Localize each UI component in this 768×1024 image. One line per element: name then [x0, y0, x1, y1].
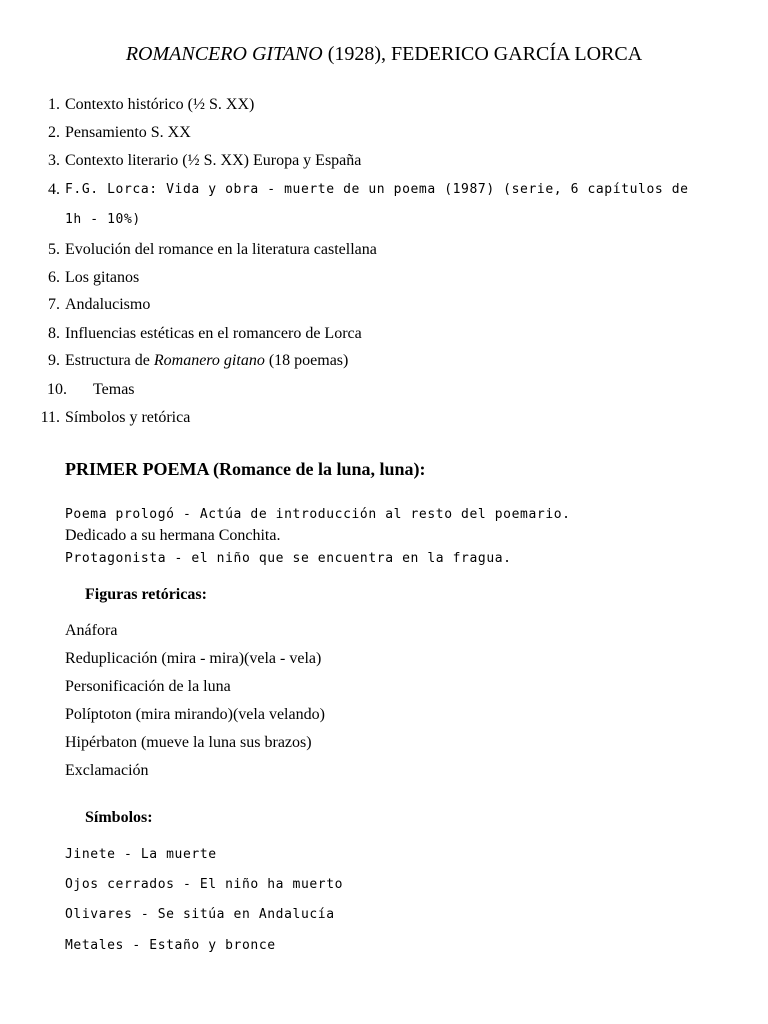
- symbols-heading: Símbolos:: [85, 809, 153, 826]
- toc-item-number: 10.: [47, 381, 67, 398]
- toc-item-number: 7.: [48, 296, 60, 313]
- toc-item-text: 1h - 10%): [65, 212, 141, 227]
- toc-item-number: 2.: [48, 124, 60, 141]
- toc-item: [0, 406, 768, 430]
- symbol-item: Metales - Estaño y bronce: [65, 938, 276, 953]
- toc-item: [0, 93, 768, 117]
- toc-item: [0, 238, 768, 262]
- book-title-italic: Romanero gitano: [153, 352, 265, 369]
- toc-item: [0, 266, 768, 290]
- figure-item: Personificación de la luna: [65, 678, 231, 695]
- toc-item-number: 4.: [48, 181, 60, 198]
- toc-item-text-part: Estructura de: [65, 352, 154, 369]
- toc-item: [0, 349, 768, 373]
- poem-note: Dedicado a su hermana Conchita.: [65, 527, 281, 544]
- symbol-item: Olivares - Se sitúa en Andalucía: [65, 907, 335, 922]
- toc-item-text: Influencias estéticas en el romancero de Lorca: [65, 325, 362, 342]
- toc-item-text: F.G. Lorca: Vida y obra - muerte de un poema (1987) (serie, 6 capítulos de: [65, 182, 689, 197]
- toc-item-text: Contexto literario (½ S. XX) Europa y España: [65, 152, 362, 169]
- figure-item: Reduplicación (mira - mira)(vela - vela): [65, 650, 322, 667]
- toc-item-text: Símbolos y retórica: [65, 409, 191, 426]
- toc-item: [0, 322, 768, 346]
- poem-heading: PRIMER POEMA (Romance de la luna, luna):: [65, 459, 426, 479]
- toc-item-number: 5.: [48, 241, 60, 258]
- toc-item: [0, 378, 768, 402]
- document-title-italic: ROMANCERO GITANO: [125, 43, 323, 65]
- toc-item-text: Andalucismo: [65, 296, 151, 313]
- toc-item-number: 9.: [48, 352, 60, 369]
- toc-item-text: Los gitanos: [65, 269, 140, 286]
- poem-note: Poema prologó - Actúa de introducción al resto del poemario.: [65, 507, 571, 522]
- toc-item-number: 11.: [40, 409, 60, 426]
- toc-item: [0, 121, 768, 145]
- figure-item: Políptoton (mira mirando)(vela velando): [65, 706, 325, 723]
- toc-item-number: 6.: [48, 269, 60, 286]
- toc-item-number: 8.: [48, 325, 60, 342]
- toc-item: [0, 149, 768, 173]
- toc-item: [0, 178, 768, 202]
- toc-item-text: Pensamiento S. XX: [65, 124, 191, 141]
- toc-item-text: Temas: [93, 381, 135, 398]
- figure-item: Hipérbaton (mueve la luna sus brazos): [65, 734, 312, 751]
- poem-note: Protagonista - el niño que se encuentra en la fragua.: [65, 551, 512, 566]
- toc-item-text: [65, 349, 348, 373]
- toc-item-text: Evolución del romance en la literatura castellana: [65, 241, 377, 258]
- toc-item-text: Contexto histórico (½ S. XX): [65, 96, 255, 113]
- document-title: [0, 41, 768, 67]
- toc-item-number: 1.: [48, 96, 60, 113]
- toc-item: [0, 293, 768, 317]
- toc-item-number: 3.: [48, 152, 60, 169]
- toc-item-text-part: (18 poemas): [264, 352, 349, 369]
- toc-item-continuation: [0, 208, 768, 232]
- symbol-item: Ojos cerrados - El niño ha muerto: [65, 877, 344, 892]
- figures-heading: Figuras retóricas:: [85, 586, 207, 603]
- document-title-rest: (1928), FEDERICO GARCÍA LORCA: [322, 43, 643, 65]
- figure-item: Exclamación: [65, 762, 149, 779]
- figure-item: Anáfora: [65, 622, 118, 639]
- symbol-item: Jinete - La muerte: [65, 847, 217, 862]
